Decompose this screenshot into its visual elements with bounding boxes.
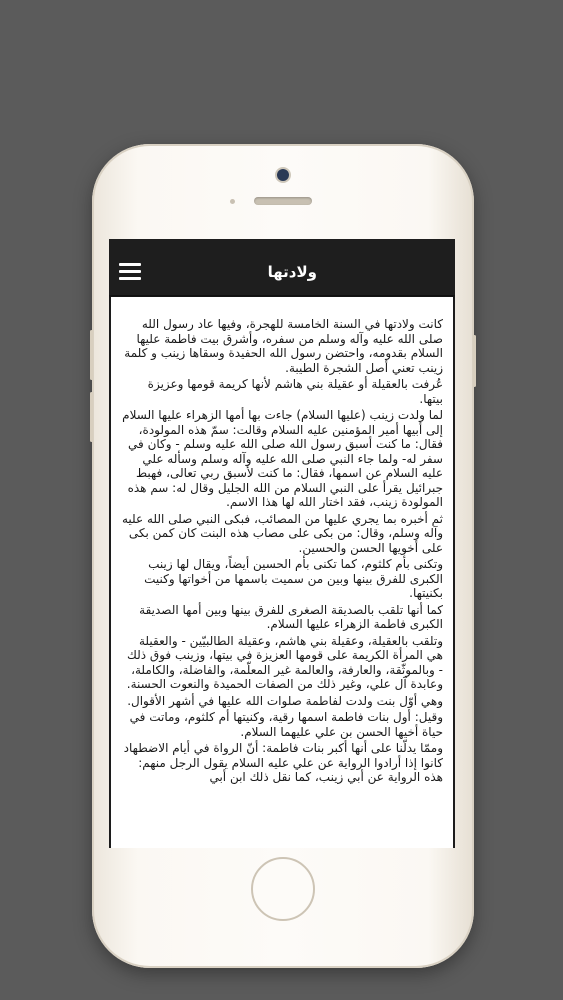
power-button [473,335,476,387]
article-content[interactable] [111,297,453,848]
article-paragraph: وقيل: أول بنات فاطمة اسمها رقية، وكنيتها أم كلثوم، وماتت في حياة أخيها الحسن بن علي عليهما السلام. [129,710,443,739]
page-title: ولادتها [267,263,317,281]
phone-screen [109,239,455,848]
volume-button [90,392,93,442]
app-bar [109,239,455,295]
article-paragraph: عُرفت بالعقيلة أو عقيلة بني هاشم لأنها كريمة قومها وعزيزة بيتها. [147,377,443,406]
article-paragraph: لما ولدت زينب (عليها السلام) جاءت بها أمها الزهراء عليها السلام إلى أبيها أمير المؤمنين عليه السلام وقالت: سمّ هذه المولودة، فقال: ما كنت أسبق رسول الله صلى الله عليه وسلم - وكان في سفر له- ولما جاء النبي صلى الله عليه وآله وسلم وسأله علي عليه السلام عن اسمها، فقال: ما كنت لأسبق ربي تعالى، فهبط جبرائيل يقرأ على النبي السلام من الله الجليل وقال له: سم هذه المولودة زينب، فقد اختار الله لها هذا الاسم. [122,408,443,509]
home-button[interactable] [251,857,315,921]
article-text [121,317,443,787]
article-paragraph: كما أنها تلقب بالصديقة الصغرى للفرق بينها وبين أمها الصديقة الكبرى فاطمة الزهراء عليها السلام. [139,602,443,631]
article-paragraph: وممّا يدلّنا على أنها أكبر بنات فاطمة: أنّ الرواة في أيام الاضطهاد كانوا إذا أرادوا الرواية عن علي عليه السلام يقول الرجل منهم: هذه الرواية عن أبي زينب، كما نقل ذلك ابن أبي [123,741,443,784]
article-paragraph: ثم أخبره بما يجري عليها من المصائب، فبكى النبي صلى الله عليه وآله وسلم، وقال: من بكى على مصاب هذه البنت كان كمن بكى على أخويها الحسن والحسين. [121,511,443,555]
article-paragraph: وتلقب بالعقيلة، وعقيلة بني هاشم، وعقيلة الطالبيّين - والعقيلة هي المرأة الكريمة على قومها العزيزة في بيتها، وزينب فوق ذلك - وبالموثّقة، والعارفة، والعالمة غير المعلّمة، والفاضلة، والكاملة، وعابدة آل علي، وغير ذلك من الصفات الحميدة والنعوت الحسنة. [126,633,443,691]
article-paragraph: وتكنى بأم كلثوم، كما تكنى بأم الحسين أيضاً، ويقال لها زينب الكبرى للفرق بينها وبين من سميت باسمها من أخواتها وكنيت بكنيتها. [144,557,443,600]
article-paragraph: كانت ولادتها في السنة الخامسة للهجرة، وفيها عاد رسول الله صلى الله عليه وآله وسلم من سفره، وأشرق بيت فاطمة عليها السلام بقدومه، واحتضن رسول الله الحفيدة وسقاها زينب و كلمة زينب تعني أصل الشجرة الطيبة. [124,317,443,375]
sensor-icon [230,199,235,204]
volume-button [90,330,93,380]
hamburger-menu-icon[interactable] [119,263,141,281]
camera-icon [277,169,289,181]
speaker-grille [254,197,312,205]
article-paragraph: وهي أوّل بنت ولدت لفاطمة صلوات الله عليها في أشهر الأقوال. [127,693,443,708]
